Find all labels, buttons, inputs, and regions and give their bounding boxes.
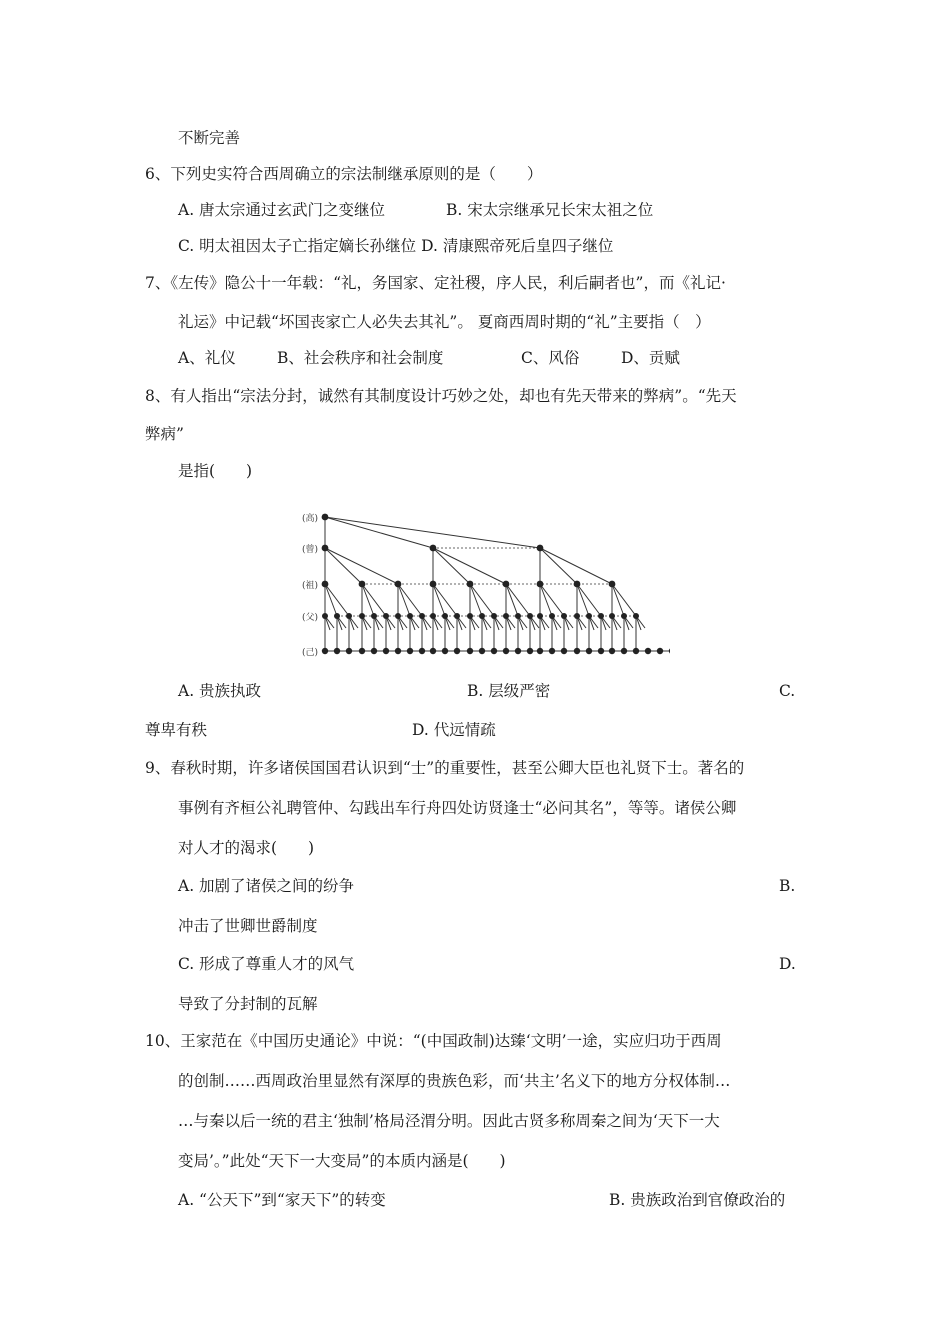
branch-line (362, 584, 374, 616)
clan-node (574, 648, 580, 654)
clan-node (322, 613, 328, 619)
clan-node (346, 613, 352, 619)
clan-node (561, 613, 567, 619)
question-10-option-b: B. 贵族政治到官僚政治的 (609, 1191, 786, 1209)
branch-line (506, 584, 518, 616)
question-7-stem-2: 礼运》中记载“坏国丧家亡人必失去其礼”。 夏商西周时期的“礼”主要指（ ） (178, 313, 711, 331)
question-9-option-b-text: 冲击了世卿世爵制度 (178, 917, 318, 935)
clan-node (609, 581, 616, 588)
question-9-option-d-text: 导致了分封制的瓦解 (178, 995, 318, 1013)
clan-node (419, 613, 425, 619)
clan-node (467, 613, 473, 619)
question-7-option-b: B、社会秩序和社会制度 (277, 349, 444, 367)
clan-node (598, 648, 604, 654)
clan-node (359, 613, 365, 619)
clan-node (383, 648, 389, 654)
clan-node (430, 545, 437, 552)
clan-node (574, 581, 581, 588)
clan-node (371, 613, 377, 619)
clan-node (503, 648, 509, 654)
clan-node (609, 648, 615, 654)
clan-node (527, 613, 533, 619)
question-8-option-c-label: C. (779, 682, 796, 700)
clan-node (537, 613, 543, 619)
clan-node (395, 648, 401, 654)
question-6-stem: 6、下列史实符合西周确立的宗法制继承原则的是（ ） (145, 165, 543, 183)
clan-node (322, 581, 329, 588)
clan-node (527, 648, 533, 654)
branch-line (433, 584, 445, 616)
clan-node (407, 613, 413, 619)
clan-node (598, 613, 604, 619)
branch-line (577, 584, 589, 616)
question-10-stem-2: 的创制……西周政治里显然有深厚的贵族色彩，而‘共主’名义下的地方分权体制… (178, 1072, 731, 1090)
question-8-option-c-text: 尊卑有秩 (145, 721, 208, 739)
clan-node (503, 581, 510, 588)
clan-node (549, 613, 555, 619)
clan-node (430, 581, 437, 588)
branch-line (398, 584, 422, 616)
branch-line (506, 584, 530, 616)
question-7-stem-1: 7、《左传》隐公十一年载：“礼，务国家、定社稷，序人民，利后嗣者也”，而《礼记· (145, 274, 726, 292)
question-10-option-a: A. “公天下”到“家天下”的转变 (178, 1191, 386, 1209)
clan-node (479, 648, 485, 654)
clan-node (645, 648, 651, 654)
clan-node (334, 613, 340, 619)
clan-hierarchy-diagram (290, 505, 670, 660)
clan-node (442, 648, 448, 654)
branch-line (325, 584, 337, 616)
branch-line (612, 584, 624, 616)
question-9-stem-3: 对人才的渴求( ) (178, 839, 315, 857)
question-6-option-cd: C. 明太祖因太子亡指定嫡长孙继位 D. 清康熙帝死后皇四子继位 (178, 237, 614, 255)
clan-node (454, 613, 460, 619)
clan-node (359, 581, 366, 588)
clan-node (503, 613, 509, 619)
branch-line (325, 548, 398, 584)
question-6-option-b: B. 宋太宗继承兄长宋太祖之位 (446, 201, 654, 219)
branch-line (540, 548, 612, 584)
generation-label: (祖) (301, 581, 319, 591)
question-10-stem-4: 变局’。”此处“天下一大变局”的本质内涵是( ) (178, 1152, 506, 1170)
generation-label: (己) (301, 648, 319, 658)
question-9-option-a: A. 加剧了诸侯之间的纷争 (178, 877, 355, 895)
question-8-stem-3: 是指( ) (178, 462, 253, 480)
clan-node (322, 648, 328, 654)
generation-label: (高) (301, 514, 319, 524)
clan-node (515, 648, 521, 654)
question-10-stem-3: …与秦以后一统的君主‘独制’格局泾渭分明。因此古贤多称周秦之间为‘天下一大 (178, 1112, 720, 1130)
question-9-stem-2: 事例有齐桓公礼聘管仲、勾践出车行舟四处访贤逢士“必问其名”，等等。诸侯公卿 (178, 799, 737, 817)
branch-line (612, 584, 636, 616)
clan-node (454, 648, 460, 654)
clan-node (334, 648, 340, 654)
question-7-option-d: D、贡赋 (621, 349, 680, 367)
clan-node (491, 648, 497, 654)
clan-node (633, 648, 639, 654)
clan-node (669, 648, 670, 654)
clan-node (586, 613, 592, 619)
branch-line (433, 548, 506, 584)
question-8-option-b: B. 层级严密 (467, 682, 551, 700)
clan-node (419, 648, 425, 654)
clan-node (322, 514, 329, 521)
clan-node (371, 648, 377, 654)
question-10-stem-1: 10、王家范在《中国历史通论》中说：“(中国政制)达臻‘文明’一途，实应归功于西周 (145, 1032, 722, 1050)
branch-line (362, 584, 386, 616)
clan-node (621, 648, 627, 654)
clan-node (359, 648, 365, 654)
clan-node (395, 613, 401, 619)
clan-node (537, 648, 543, 654)
question-9-option-b-label: B. (779, 877, 796, 895)
clan-node (586, 648, 592, 654)
question-6-option-a: A. 唐太宗通过玄武门之变继位 (178, 201, 386, 219)
clan-node (395, 581, 402, 588)
question-7-option-a: A、礼仪 (178, 349, 236, 367)
clan-node (515, 613, 521, 619)
clan-node (621, 613, 627, 619)
clan-node (346, 648, 352, 654)
question-9-option-d-label: D. (779, 955, 796, 973)
clan-node (574, 613, 580, 619)
generation-label: (曾) (301, 545, 319, 555)
generation-label: (父) (301, 613, 319, 623)
clan-node (609, 613, 615, 619)
branch-line (325, 584, 349, 616)
clan-node (561, 648, 567, 654)
branch-line (540, 548, 577, 584)
branch-line (433, 548, 470, 584)
branch-line (540, 584, 552, 616)
clan-node (383, 613, 389, 619)
question-8-stem-2: 弊病” (145, 425, 184, 443)
clan-node (479, 613, 485, 619)
branch-line (325, 517, 540, 548)
branch-line (540, 584, 564, 616)
branch-line (325, 517, 433, 548)
clan-node (407, 648, 413, 654)
clan-node (442, 613, 448, 619)
branch-line (470, 584, 482, 616)
branch-line (577, 584, 601, 616)
clan-node (467, 648, 473, 654)
question-8-stem-1: 8、有人指出“宗法分封，诚然有其制度设计巧妙之处，却也有先天带来的弊病”。“先天 (145, 387, 737, 405)
clan-node (430, 613, 436, 619)
clan-node (430, 648, 436, 654)
question-8-option-d: D. 代远情疏 (412, 721, 496, 739)
clan-node (537, 545, 544, 552)
branch-line (325, 548, 362, 584)
clan-node (549, 648, 555, 654)
clan-node (467, 581, 474, 588)
clan-node (633, 613, 639, 619)
clan-node (657, 648, 663, 654)
branch-line (398, 584, 410, 616)
branch-line (433, 584, 457, 616)
line-continuation: 不断完善 (178, 129, 241, 147)
branch-line (470, 584, 494, 616)
question-9-stem-1: 9、春秋时期，许多诸侯国国君认识到“士”的重要性，甚至公卿大臣也礼贤下士。著名的 (145, 759, 745, 777)
question-9-option-c: C. 形成了尊重人才的风气 (178, 955, 355, 973)
clan-node (491, 613, 497, 619)
question-8-option-a: A. 贵族执政 (178, 682, 262, 700)
clan-node (537, 581, 544, 588)
question-7-option-c: C、风俗 (521, 349, 580, 367)
clan-node (322, 545, 329, 552)
